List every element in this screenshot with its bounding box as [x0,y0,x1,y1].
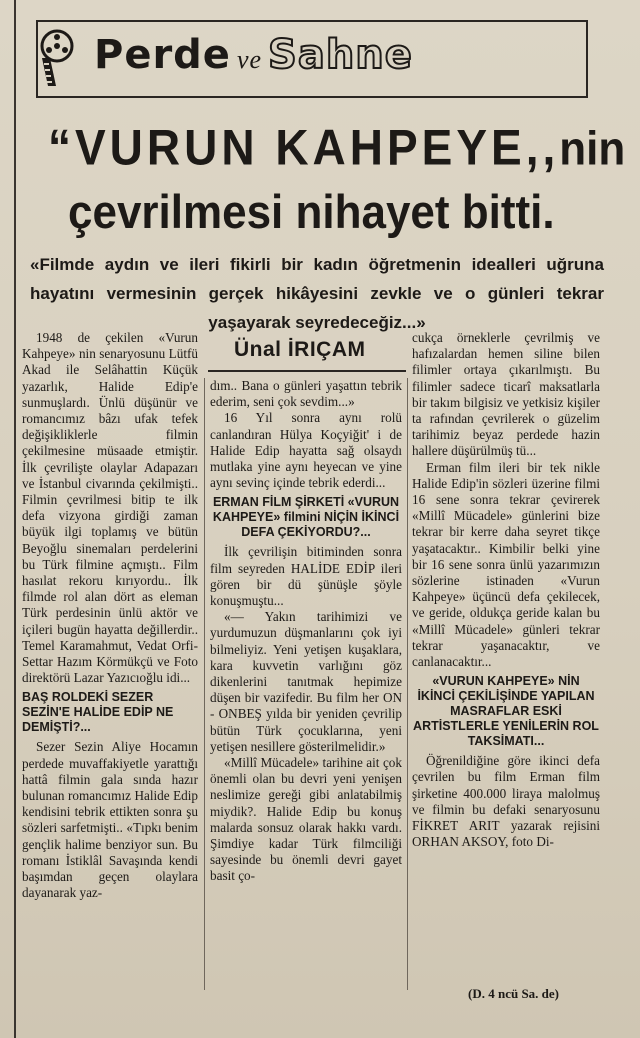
column-3-paragraph: Öğrenildiğine göre ikinci defa çevrilen bu film Erman film şirketine 400.000 liraya malolmuş ve filmin bu defaki senaryosunu FİKRET ARIT yazarak rejisini ORHAN AKSOY, foto Di- [412,753,600,850]
column-3-paragraph: Erman film ileri bir tek nikle Halide Edip'in sözleri üzerine filmi 16 sene sonra tekrar çevirerek «Millî Mücadele» günlerini bize tekrar bir kerre daha seyret tikçe yaşatacaktır.. Kimbilir belki yine bir 16 sene sonra ünlü yazarımızın sözlerine istinaden «Vurun Kahpeye» üçüncü defa çekilecek, ve geride, oldukça geride kalan bu «Millî Mücadele» günleri tekrar tekrar yaşanacaktır, ve canlanacaktır... [412,459,600,670]
byline-rule [208,370,406,372]
section-masthead [36,20,588,98]
column-1-paragraph: Sezer Sezin Aliye Hocamın perdede muvaffakiyetle yarattığı hattâ filmin gala sında hazır bulunan romancımız Halide Edip kendisini tebrik ettikten sonra şu sözleri sarfetmişti.. «Tıpkı benim gençlik halime benziyor sun. Bu romanı İstiklâl Savaşında kendi başımdan geçen olaylara dayanarak yaz- [22,739,198,901]
masthead-word-ve: ve [236,45,263,74]
headline-line-2: çevrilmesi nihayet bitti. [68,186,555,239]
column-divider-2 [407,378,408,990]
headline-suffix: nin [559,122,626,176]
masthead-word-sahne: Sahne [268,32,413,78]
column-3 [412,330,600,850]
left-column-rule [14,0,16,1038]
headline-main: “VURUN KAHPEYE,, [48,119,560,176]
column-2-subhead: ERMAN FİLM ŞİRKETİ «VURUN KAHPEYE» filmini NİÇİN İKİNCİ DEFA ÇEKİYORDU?... [212,495,400,540]
column-1 [22,330,198,902]
article-deck: «Filmde aydın ve ileri fikirli bir kadın öğretmenin idealleri uğruna hayatını vermesinin gerçek hikâyesini zevkle ve o günleri tekrar yaşayarak seyredeceğiz...» [30,255,604,332]
column-divider-1 [204,378,205,990]
column-2 [210,378,402,885]
film-reel-icon [34,28,80,90]
continuation-note: (D. 4 ncü Sa. de) [468,986,560,1001]
column-1-subhead: BAŞ ROLDEKİ SEZER SEZİN'E HALİDE EDİP NE DEMİŞTİ?... [22,690,174,735]
column-2-paragraph: 16 Yıl sonra aynı rolü canlandıran Hülya Koçyiğit' i de Halide Edip hayatta sağ olsaydı mutlaka yine aynı heyecan ve yine aynı sevinç içinde tebrik ederdi... [210,410,402,491]
column-2-paragraph: «— Yakın tarihimizi ve yurdumuzun düşmanlarını çok iyi bilmeliyiz. Yeni yetişen kuşaklara, kara kuvvetin varlığını göz dikenlerini tanıtmak hepimize düşen bir vazifedir. Bu film her ON - ONBEŞ yılda bir yeniden çevrilip bütün Türk çocuklarına, yeni yetişen nesillere gösterilmelidir.» [210,609,402,754]
column-2-paragraph: «Millî Mücadele» tarihine ait çok önemli olan bu devri yeni yenişen neslimize gereği gibi anlatabilmiş miydik?. Halide Edip bu konuş malarda sonsuz olarak hakkı vardı. Şimdiye kadar Türk filmciliği sayesinde bu önemli devri gayet basit ço- [210,755,402,884]
column-3-paragraph: cukça örneklerle çevrilmiş ve hafızalardan hemen siline bilen filimler ortaya çıkarılmıştı. Bu filimler sadece ticarî maksatlarla bir takım bilgisiz ve yetkisiz kişiler ta rafından çevrilerek o güzelim tarihimiz beyaz perdede hazin hallere düşürülmüş tü... [412,330,600,459]
masthead-title [94,32,413,78]
byline: Ünal İRIÇAM [234,338,366,361]
headline-line-1 [48,118,626,176]
masthead-word-perde: Perde [94,32,231,78]
column-2-paragraph: İlk çevrilişin bitiminden sonra film seyreden HALİDE EDİP ileri gören bir dü şünüşle şöyle konuşmuştu... [210,544,402,609]
column-1-paragraph: 1948 de çekilen «Vurun Kahpeye» nin senaryosunu Lütfü Akad ile Selâhattin Küçük yazarlık, Halide Edip'e sunmuşlardı. Ünlü düşünür ve romancımız bâzı ufak tefek değişikliklerle filmin çekilmesine müsaade etmiştir. İlk çevrilişte olaylar Adapazarı ve İstanbul civarında çekilmişti.. Filmin çevrilmesi bitip te ilk defa vizyona girdiği zaman büyük ilgi toplamış ve bütün Beyoğlu sinemaları perdelerini bu Türk filmine açmıştı.. Film hasılat rekoru kırıyordu.. İlk filmde rol alan dört as eleman Türk perdesinin ünlü aktör ve içileri bugün hayatta değillerdir.. Temel Karamahmut, Vedat Orfi-Settar Hazım Körmükçü ve Foto direktörü Lazar Yazıcıoğlu idi... [22,330,198,686]
column-2-paragraph: dım.. Bana o günleri yaşattın tebrik ederim, seni çok sevdim...» [210,378,402,410]
column-3-subhead: «VURUN KAHPEYE» NİN İKİNCİ ÇEKİLİŞİNDE YAPILAN MASRAFLAR ESKİ ARTİSTLERLE YENİLERİN ROL TAKSİMATI... [413,674,599,749]
